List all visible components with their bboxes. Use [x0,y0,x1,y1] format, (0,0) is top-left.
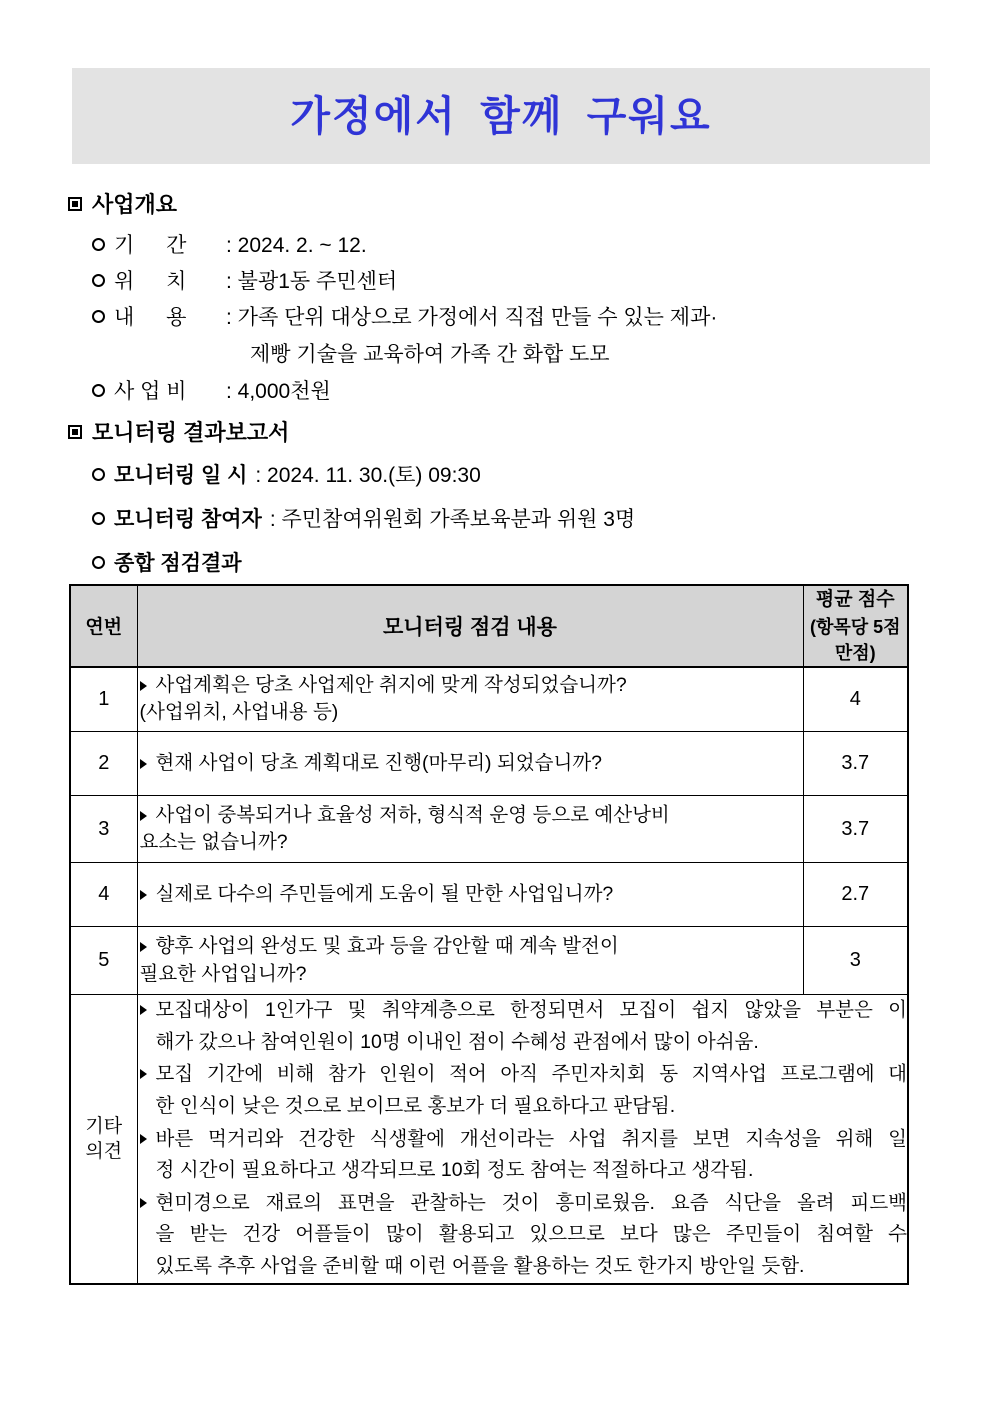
row-no: 1 [70,667,137,732]
monitoring-results-table [69,584,909,1285]
monitoring-item-participants-value: : 주민참여위원회 가족보육분과 위원 3명 [269,508,636,531]
triangle-bullet-icon [140,1134,147,1144]
row-no: 4 [70,863,137,927]
row-score: 3.7 [803,732,908,796]
row-score: 3.7 [803,796,908,863]
etc-opinion-label-line2: 의견 [85,1141,123,1163]
circle-bullet-icon [92,384,105,397]
overview-item-budget-label: 사 업 비 [114,380,187,403]
title-banner [72,68,930,164]
circle-bullet-icon [92,238,105,251]
triangle-bullet-icon [140,681,147,691]
row-content [137,732,803,796]
row-content-line1: 현재 사업이 당초 계획대로 진행(마무리) 되었습니까? [155,752,602,775]
section-header-monitoring [68,416,289,447]
monitoring-item-participants-label: 모니터링 참여자 [114,508,262,531]
overview-item-location [92,265,397,295]
etc-comment-line: 을 받는 건강 어플들이 많이 활용되고 있으므로 보다 많은 주민들이 침여할 수 [155,1223,907,1246]
monitoring-item-summary-label: 종합 점검결과 [114,552,242,575]
overview-item-content-value: : 가족 단위 대상으로 가정에서 직접 만들 수 있는 제과· [226,306,718,329]
monitoring-item-summary [92,547,242,577]
row-no: 3 [70,796,137,863]
row-score: 2.7 [803,863,908,927]
triangle-bullet-icon [140,1198,147,1208]
table-header-average-line2: (항목당 5점 만점) [809,616,901,663]
section-header-overview-label: 사업개요 [92,192,178,217]
triangle-bullet-icon [140,1069,147,1079]
circle-bullet-icon [92,310,105,323]
row-content-line2: 필요한 사업입니까? [139,962,307,985]
etc-comment-line: 해가 갔으나 참여인원이 10명 이내인 점이 수혜성 관점에서 많이 아쉬움. [155,1030,759,1053]
row-content-line1: 사업계획은 당초 사업제안 취지에 맞게 작성되었습니까? [155,674,627,697]
overview-item-period-value: : 2024. 2. ~ 12. [226,234,367,257]
row-no: 2 [70,732,137,796]
triangle-bullet-icon [140,759,147,769]
filled-square-marker-icon [68,197,82,211]
overview-item-period-label: 기 간 [114,234,200,257]
overview-item-content [92,301,717,331]
triangle-bullet-icon [140,1005,147,1015]
row-content-line1: 실제로 다수의 주민들에게 도움이 될 만한 사업입니까? [155,883,614,906]
row-content [137,667,803,732]
circle-bullet-icon [92,556,105,569]
row-content-line2: (사업위치, 사업내용 등) [139,701,339,724]
row-score: 4 [803,667,908,732]
row-content [137,863,803,927]
row-no: 5 [70,927,137,995]
table-row [70,927,908,995]
row-content [137,927,803,995]
monitoring-item-datetime-value: : 2024. 11. 30.(토) 09:30 [255,464,481,487]
table-row-etc [70,995,908,1285]
triangle-bullet-icon [140,811,147,821]
table-row [70,667,908,732]
row-content-line2: 요소는 없습니까? [139,831,288,854]
etc-comment [138,1188,908,1283]
etc-comment [138,1059,908,1122]
monitoring-item-datetime-label: 모니터링 일 시 [114,464,248,487]
monitoring-results-table-wrap [69,584,909,1285]
etc-opinion-label [70,995,137,1285]
circle-bullet-icon [92,512,105,525]
etc-comment-line: 모집대상이 1인가구 및 취약계층으로 한정되면서 모집이 쉽지 않았을 부분은 이 [155,999,907,1022]
overview-item-content-value-line2: 제빵 기술을 교육하여 가족 간 화합 도모 [250,343,610,366]
etc-comment-line: 한 인식이 낮은 것으로 보이므로 홍보가 더 필요하다고 판담됨. [155,1094,676,1117]
etc-comment-line: 바른 먹거리와 건강한 식생활에 개선이라는 사업 취지를 보면 지속성을 위해 일 [155,1127,907,1150]
row-content-line1: 사업이 중복되거나 효율성 저하, 형식적 운영 등으로 예산낭비 [155,803,670,826]
monitoring-item-datetime [92,459,481,489]
page-title: 가정에서 함께 구워요 [290,92,712,139]
etc-opinion-label-line1: 기타 [85,1115,123,1137]
overview-item-location-label: 위 치 [114,270,200,293]
monitoring-item-participants [92,503,635,533]
table-header-content: 모니터링 점검 내용 [137,585,803,667]
overview-item-budget [92,375,331,405]
section-header-overview [68,188,177,219]
table-header-average [803,585,908,667]
table-row [70,732,908,796]
table-header-average-line1: 평균 점수 [815,589,895,610]
etc-comment-line: 현미경으로 재료의 표면을 관찰하는 것이 흥미로웠음. 요즘 식단을 올려 피드백 [155,1191,907,1214]
table-header-row [70,585,908,667]
etc-comment-line: 모집 기간에 비해 참가 인원이 적어 아직 주민자치회 동 지역사업 프로그램에 대 [155,1063,907,1086]
overview-item-location-value: : 불광1동 주민센터 [226,270,398,293]
table-header-no: 연번 [70,585,137,667]
table-row [70,863,908,927]
row-score: 3 [803,927,908,995]
etc-comment-line: 있도록 추후 사업을 준비할 때 이런 어플을 활용하는 것도 한가지 방안일 듯함. [155,1254,805,1277]
triangle-bullet-icon [140,942,147,952]
table-row [70,796,908,863]
overview-item-content-label: 내 용 [114,306,200,329]
section-header-monitoring-label: 모니터링 결과보고서 [92,420,290,445]
etc-comment-line: 정 시간이 필요하다고 생각되므로 10회 정도 참여는 적절하다고 생각됨. [155,1159,754,1182]
etc-comment [138,995,908,1058]
triangle-bullet-icon [140,890,147,900]
row-content [137,796,803,863]
filled-square-marker-icon [68,425,82,439]
etc-opinion-body [137,995,908,1285]
circle-bullet-icon [92,468,105,481]
overview-item-budget-value: : 4,000천원 [226,380,331,403]
overview-item-period [92,229,367,259]
circle-bullet-icon [92,274,105,287]
etc-comment [138,1124,908,1187]
row-content-line1: 향후 사업의 완성도 및 효과 등을 감안할 때 계속 발전이 [155,935,619,958]
